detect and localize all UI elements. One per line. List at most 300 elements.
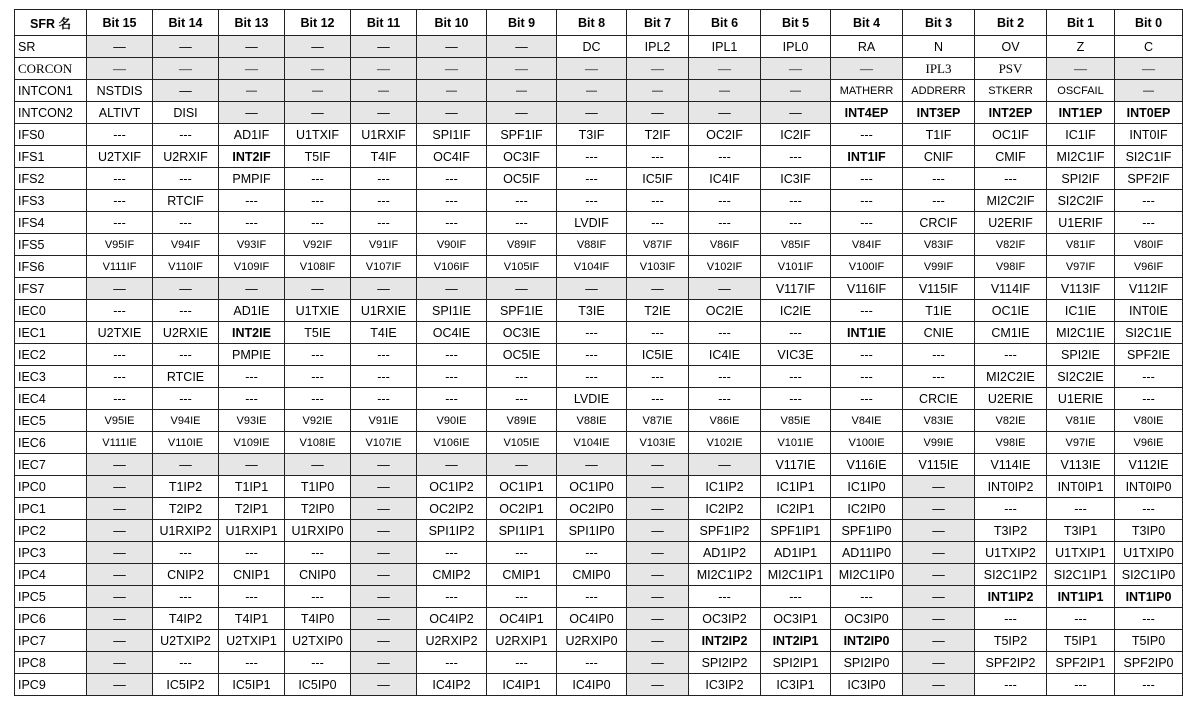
bit-cell: --- [831, 586, 903, 608]
bit-cell: T5IE [285, 322, 351, 344]
header-bit-10: Bit 10 [417, 10, 487, 36]
sfr-name-cell: IPC7 [15, 630, 87, 652]
header-bit-13: Bit 13 [219, 10, 285, 36]
bit-cell: OC3IP0 [831, 608, 903, 630]
bit-cell: T2IP2 [153, 498, 219, 520]
bit-cell: U1RXIE [351, 300, 417, 322]
bit-cell: — [487, 36, 557, 58]
bit-cell: --- [487, 366, 557, 388]
bit-cell: OC1IF [975, 124, 1047, 146]
bit-cell: --- [1115, 674, 1183, 696]
bit-cell: — [87, 58, 153, 80]
bit-cell: V93IE [219, 410, 285, 432]
table-row [15, 212, 1183, 234]
bit-cell: — [903, 498, 975, 520]
bit-cell: — [87, 520, 153, 542]
bit-cell: DC [557, 36, 627, 58]
bit-cell: — [219, 36, 285, 58]
bit-cell: IC2IP2 [689, 498, 761, 520]
bit-cell: SPF2IF [1115, 168, 1183, 190]
bit-cell: U1TXIP2 [975, 542, 1047, 564]
bit-cell: V107IE [351, 432, 417, 454]
table-row [15, 256, 1183, 278]
bit-cell: V81IE [1047, 410, 1115, 432]
bit-cell: T5IF [285, 146, 351, 168]
bit-cell: U1TXIE [285, 300, 351, 322]
bit-cell: IC2IP0 [831, 498, 903, 520]
bit-cell: IPL0 [761, 36, 831, 58]
bit-cell: — [557, 102, 627, 124]
bit-cell: SI2C2IE [1047, 366, 1115, 388]
sfr-name-cell: CORCON [15, 58, 87, 80]
bit-cell: MI2C1IF [1047, 146, 1115, 168]
bit-cell: V87IE [627, 410, 689, 432]
bit-cell: SPF2IE [1115, 344, 1183, 366]
bit-cell: V116IF [831, 278, 903, 300]
bit-cell: — [487, 454, 557, 476]
bit-cell: — [87, 630, 153, 652]
bit-cell: — [627, 476, 689, 498]
bit-cell: U1TXIF [285, 124, 351, 146]
sfr-name-cell: SR [15, 36, 87, 58]
bit-cell: V114IE [975, 454, 1047, 476]
bit-cell: V105IE [487, 432, 557, 454]
bit-cell: — [87, 564, 153, 586]
bit-cell: U2TXIP1 [219, 630, 285, 652]
bit-cell: V92IE [285, 410, 351, 432]
bit-cell: CNIP0 [285, 564, 351, 586]
bit-cell: T2IF [627, 124, 689, 146]
bit-cell: --- [87, 300, 153, 322]
bit-cell: — [417, 102, 487, 124]
bit-cell: SI2C1IP1 [1047, 564, 1115, 586]
bit-cell: INT0IE [1115, 300, 1183, 322]
bit-cell: V95IF [87, 234, 153, 256]
bit-cell: — [557, 454, 627, 476]
bit-cell: SPI1IP0 [557, 520, 627, 542]
bit-cell: --- [627, 190, 689, 212]
bit-cell: IPL2 [627, 36, 689, 58]
bit-cell: OC1IP0 [557, 476, 627, 498]
bit-cell: — [689, 58, 761, 80]
bit-cell: --- [689, 322, 761, 344]
bit-cell: --- [831, 212, 903, 234]
bit-cell: — [153, 454, 219, 476]
bit-cell: — [219, 80, 285, 102]
bit-cell: — [627, 454, 689, 476]
bit-cell: — [417, 58, 487, 80]
bit-cell: SI2C1IP2 [975, 564, 1047, 586]
bit-cell: IPL1 [689, 36, 761, 58]
bit-cell: OC4IP0 [557, 608, 627, 630]
bit-cell: V98IF [975, 256, 1047, 278]
header-bit-14: Bit 14 [153, 10, 219, 36]
bit-cell: --- [831, 168, 903, 190]
bit-cell: --- [351, 190, 417, 212]
bit-cell: — [351, 58, 417, 80]
header-bit-9: Bit 9 [487, 10, 557, 36]
bit-cell: NSTDIS [87, 80, 153, 102]
bit-cell: --- [689, 388, 761, 410]
bit-cell: INT0IP0 [1115, 476, 1183, 498]
table-row [15, 630, 1183, 652]
bit-cell: PSV [975, 58, 1047, 80]
bit-cell: — [689, 102, 761, 124]
bit-cell: — [831, 58, 903, 80]
header-bit-0: Bit 0 [1115, 10, 1183, 36]
bit-cell: — [487, 102, 557, 124]
bit-cell: IC4IP1 [487, 674, 557, 696]
header-bit-8: Bit 8 [557, 10, 627, 36]
sfr-name-cell: IFS0 [15, 124, 87, 146]
bit-cell: — [219, 58, 285, 80]
bit-cell: INT0EP [1115, 102, 1183, 124]
bit-cell: OC3IP2 [689, 608, 761, 630]
bit-cell: — [557, 58, 627, 80]
bit-cell: — [761, 102, 831, 124]
bit-cell: --- [87, 212, 153, 234]
bit-cell: V111IE [87, 432, 153, 454]
bit-cell: V92IF [285, 234, 351, 256]
bit-cell: --- [417, 168, 487, 190]
bit-cell: OC2IP2 [417, 498, 487, 520]
table-row [15, 366, 1183, 388]
bit-cell: T3IP1 [1047, 520, 1115, 542]
bit-cell: U1ERIF [1047, 212, 1115, 234]
bit-cell: — [627, 542, 689, 564]
bit-cell: OC5IE [487, 344, 557, 366]
bit-cell: — [627, 58, 689, 80]
bit-cell: V99IE [903, 432, 975, 454]
sfr-name-cell: IFS2 [15, 168, 87, 190]
bit-cell: — [903, 542, 975, 564]
bit-cell: IC5IE [627, 344, 689, 366]
bit-cell: T4IF [351, 146, 417, 168]
table-row [15, 58, 1183, 80]
bit-cell: — [903, 520, 975, 542]
bit-cell: T5IP2 [975, 630, 1047, 652]
bit-cell: — [627, 102, 689, 124]
bit-cell: CM1IE [975, 322, 1047, 344]
bit-cell: — [417, 454, 487, 476]
bit-cell: U2TXIE [87, 322, 153, 344]
bit-cell: T2IE [627, 300, 689, 322]
bit-cell: — [87, 586, 153, 608]
bit-cell: V116IE [831, 454, 903, 476]
bit-cell: --- [153, 388, 219, 410]
bit-cell: IC1IE [1047, 300, 1115, 322]
bit-cell: OC5IF [487, 168, 557, 190]
bit-cell: N [903, 36, 975, 58]
bit-cell: --- [87, 388, 153, 410]
bit-cell: T4IP2 [153, 608, 219, 630]
table-row [15, 300, 1183, 322]
bit-cell: INT2IP1 [761, 630, 831, 652]
bit-cell: --- [87, 190, 153, 212]
table-row [15, 674, 1183, 696]
bit-cell: --- [689, 586, 761, 608]
bit-cell: — [219, 102, 285, 124]
bit-cell: VIC3E [761, 344, 831, 366]
header-bit-2: Bit 2 [975, 10, 1047, 36]
bit-cell: U2TXIP0 [285, 630, 351, 652]
bit-cell: --- [831, 388, 903, 410]
bit-cell: OC2IP1 [487, 498, 557, 520]
bit-cell: INT1IP1 [1047, 586, 1115, 608]
bit-cell: INT0IP1 [1047, 476, 1115, 498]
bit-cell: --- [627, 322, 689, 344]
bit-cell: V88IE [557, 410, 627, 432]
bit-cell: V97IE [1047, 432, 1115, 454]
bit-cell: — [689, 80, 761, 102]
bit-cell: --- [351, 388, 417, 410]
bit-cell: OC4IP1 [487, 608, 557, 630]
bit-cell: --- [689, 366, 761, 388]
bit-cell: — [417, 278, 487, 300]
table-row [15, 432, 1183, 454]
bit-cell: — [903, 476, 975, 498]
bit-cell: --- [1047, 674, 1115, 696]
bit-cell: --- [903, 344, 975, 366]
sfr-name-cell: IPC4 [15, 564, 87, 586]
bit-cell: OC4IF [417, 146, 487, 168]
bit-cell: — [627, 520, 689, 542]
table-row [15, 102, 1183, 124]
bit-cell: — [417, 36, 487, 58]
bit-cell: V83IE [903, 410, 975, 432]
bit-cell: SPI2IP2 [689, 652, 761, 674]
bit-cell: — [557, 80, 627, 102]
bit-cell: — [219, 278, 285, 300]
bit-cell: V82IE [975, 410, 1047, 432]
bit-cell: --- [351, 168, 417, 190]
bit-cell: U1ERIE [1047, 388, 1115, 410]
bit-cell: IC1IP0 [831, 476, 903, 498]
bit-cell: --- [351, 366, 417, 388]
bit-cell: U1TXIP1 [1047, 542, 1115, 564]
bit-cell: V104IF [557, 256, 627, 278]
bit-cell: --- [153, 212, 219, 234]
bit-cell: V111IF [87, 256, 153, 278]
bit-cell: CNIP1 [219, 564, 285, 586]
bit-cell: V107IF [351, 256, 417, 278]
bit-cell: U1RXIF [351, 124, 417, 146]
bit-cell: RA [831, 36, 903, 58]
bit-cell: V102IE [689, 432, 761, 454]
bit-cell: V94IE [153, 410, 219, 432]
bit-cell: --- [153, 168, 219, 190]
bit-cell: — [351, 278, 417, 300]
bit-cell: --- [219, 586, 285, 608]
bit-cell: INT2IP0 [831, 630, 903, 652]
bit-cell: V98IE [975, 432, 1047, 454]
bit-cell: — [903, 674, 975, 696]
bit-cell: V102IF [689, 256, 761, 278]
sfr-bit-table [14, 9, 1183, 696]
bit-cell: V80IF [1115, 234, 1183, 256]
table-row [15, 586, 1183, 608]
sfr-name-cell: IPC5 [15, 586, 87, 608]
bit-cell: IC5IP2 [153, 674, 219, 696]
bit-cell: V96IF [1115, 256, 1183, 278]
bit-cell: MI2C1IP0 [831, 564, 903, 586]
bit-cell: --- [831, 124, 903, 146]
bit-cell: INT1IP2 [975, 586, 1047, 608]
table-row [15, 520, 1183, 542]
bit-cell: RTCIE [153, 366, 219, 388]
sfr-name-cell: IPC0 [15, 476, 87, 498]
bit-cell: SPI2IP0 [831, 652, 903, 674]
bit-cell: — [627, 278, 689, 300]
bit-cell: CNIE [903, 322, 975, 344]
bit-cell: --- [219, 212, 285, 234]
bit-cell: V100IE [831, 432, 903, 454]
sfr-name-cell: IPC1 [15, 498, 87, 520]
bit-cell: V110IF [153, 256, 219, 278]
bit-cell: T2IP0 [285, 498, 351, 520]
bit-cell: --- [557, 168, 627, 190]
bit-cell: OC3IP1 [761, 608, 831, 630]
bit-cell: — [351, 498, 417, 520]
bit-cell: V104IE [557, 432, 627, 454]
bit-cell: --- [975, 674, 1047, 696]
header-bit-1: Bit 1 [1047, 10, 1115, 36]
bit-cell: — [903, 630, 975, 652]
bit-cell: OSCFAIL [1047, 80, 1115, 102]
bit-cell: — [351, 542, 417, 564]
table-row [15, 388, 1183, 410]
bit-cell: --- [557, 344, 627, 366]
bit-cell: — [689, 454, 761, 476]
bit-cell: CRCIE [903, 388, 975, 410]
bit-cell: DISI [153, 102, 219, 124]
header-bit-15: Bit 15 [87, 10, 153, 36]
bit-cell: U1RXIP2 [153, 520, 219, 542]
bit-cell: OV [975, 36, 1047, 58]
bit-cell: --- [1115, 388, 1183, 410]
bit-cell: MATHERR [831, 80, 903, 102]
bit-cell: --- [975, 168, 1047, 190]
bit-cell: --- [285, 190, 351, 212]
bit-cell: T5IP0 [1115, 630, 1183, 652]
table-row [15, 542, 1183, 564]
bit-cell: T3IE [557, 300, 627, 322]
bit-cell: MI2C1IE [1047, 322, 1115, 344]
bit-cell: CNIF [903, 146, 975, 168]
bit-cell: --- [761, 322, 831, 344]
bit-cell: STKERR [975, 80, 1047, 102]
header-bit-4: Bit 4 [831, 10, 903, 36]
sfr-name-cell: IPC2 [15, 520, 87, 542]
bit-cell: — [627, 652, 689, 674]
bit-cell: IC2IP1 [761, 498, 831, 520]
bit-cell: T4IP1 [219, 608, 285, 630]
bit-cell: --- [831, 190, 903, 212]
bit-cell: PMPIF [219, 168, 285, 190]
bit-cell: --- [417, 212, 487, 234]
bit-cell: IC4IE [689, 344, 761, 366]
bit-cell: --- [417, 344, 487, 366]
header-bit-12: Bit 12 [285, 10, 351, 36]
bit-cell: — [903, 608, 975, 630]
table-row [15, 608, 1183, 630]
bit-cell: — [487, 278, 557, 300]
sfr-name-cell: IEC3 [15, 366, 87, 388]
sfr-name-cell: IFS5 [15, 234, 87, 256]
bit-cell: — [87, 498, 153, 520]
bit-cell: V91IE [351, 410, 417, 432]
bit-cell: INT1IE [831, 322, 903, 344]
bit-cell: V95IE [87, 410, 153, 432]
sfr-name-cell: IEC7 [15, 454, 87, 476]
bit-cell: V113IE [1047, 454, 1115, 476]
bit-cell: SPI2IE [1047, 344, 1115, 366]
bit-cell: --- [761, 146, 831, 168]
bit-cell: — [153, 58, 219, 80]
table-row [15, 124, 1183, 146]
bit-cell: --- [689, 190, 761, 212]
table-row [15, 168, 1183, 190]
bit-cell: — [417, 80, 487, 102]
sfr-name-cell: IEC1 [15, 322, 87, 344]
bit-cell: --- [1115, 498, 1183, 520]
bit-cell: SPF2IP1 [1047, 652, 1115, 674]
sfr-name-cell: IEC5 [15, 410, 87, 432]
table-row [15, 498, 1183, 520]
bit-cell: --- [1115, 190, 1183, 212]
bit-cell: INT1EP [1047, 102, 1115, 124]
bit-cell: --- [903, 366, 975, 388]
bit-cell: T5IP1 [1047, 630, 1115, 652]
bit-cell: --- [831, 366, 903, 388]
bit-cell: — [627, 564, 689, 586]
bit-cell: V117IE [761, 454, 831, 476]
bit-cell: — [351, 476, 417, 498]
bit-cell: INT1IP0 [1115, 586, 1183, 608]
sfr-name-cell: IFS6 [15, 256, 87, 278]
bit-cell: AD1IP1 [761, 542, 831, 564]
bit-cell: — [761, 58, 831, 80]
bit-cell: U2TXIF [87, 146, 153, 168]
bit-cell: V109IF [219, 256, 285, 278]
bit-cell: — [627, 586, 689, 608]
bit-cell: --- [761, 366, 831, 388]
bit-cell: --- [219, 542, 285, 564]
bit-cell: OC2IF [689, 124, 761, 146]
bit-cell: V113IF [1047, 278, 1115, 300]
bit-cell: --- [903, 190, 975, 212]
bit-cell: --- [689, 146, 761, 168]
bit-cell: --- [557, 652, 627, 674]
bit-cell: OC2IP0 [557, 498, 627, 520]
bit-cell: --- [975, 608, 1047, 630]
bit-cell: — [689, 278, 761, 300]
bit-cell: --- [831, 300, 903, 322]
bit-cell: T3IP0 [1115, 520, 1183, 542]
table-row [15, 146, 1183, 168]
bit-cell: --- [153, 124, 219, 146]
bit-cell: SI2C1IE [1115, 322, 1183, 344]
bit-cell: --- [689, 212, 761, 234]
bit-cell: CMIP1 [487, 564, 557, 586]
bit-cell: SI2C1IF [1115, 146, 1183, 168]
bit-cell: --- [627, 388, 689, 410]
bit-cell: --- [557, 190, 627, 212]
bit-cell: IC1IP2 [689, 476, 761, 498]
bit-cell: --- [285, 168, 351, 190]
bit-cell: --- [417, 366, 487, 388]
bit-cell: — [87, 36, 153, 58]
